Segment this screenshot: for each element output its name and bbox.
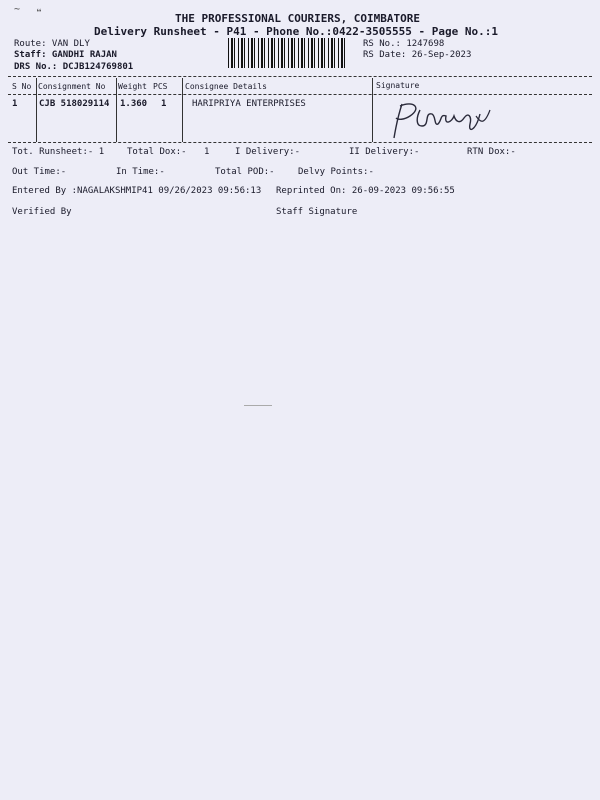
col-header-signature: Signature	[376, 81, 420, 90]
table-top-rule	[8, 76, 592, 77]
total-dox-value: 1	[204, 147, 210, 157]
col-header-pcs: PCS	[153, 82, 168, 91]
row-consignee: HARIPRIYA ENTERPRISES	[192, 99, 306, 109]
total-dox-label: Total Dox:-	[127, 147, 187, 157]
column-divider	[116, 78, 117, 142]
total-pod: Total POD:-	[215, 167, 275, 177]
col-header-consignee: Consignee Details	[185, 82, 267, 91]
handwritten-signature	[380, 96, 500, 144]
col-header-sno: S No	[12, 82, 32, 91]
row-weight: 1.360	[120, 99, 148, 109]
scan-artifact-line	[244, 405, 272, 406]
verified-by: Verified By	[12, 207, 72, 217]
drs-number: DRS No.: DCJB124769801	[14, 62, 134, 72]
scan-mark: ~	[14, 4, 21, 15]
rs-date: RS Date: 26-Sep-2023	[363, 50, 472, 60]
col-header-weight: Weight	[118, 82, 147, 91]
ii-delivery: II Delivery:-	[349, 147, 420, 157]
row-consignment-no: CJB 518029114	[39, 99, 110, 109]
delvy-points: Delvy Points:-	[298, 167, 374, 177]
total-runsheet: Tot. Runsheet:- 1	[12, 147, 105, 157]
row-sno: 1	[12, 99, 18, 109]
header-rule	[8, 94, 592, 95]
in-time: In Time:-	[116, 167, 165, 177]
table-bottom-rule	[8, 142, 592, 143]
i-delivery: I Delivery:-	[235, 147, 301, 157]
reprinted-on: Reprinted On: 26-09-2023 09:56:55	[276, 186, 455, 196]
rs-number: RS No.: 1247698	[363, 39, 445, 49]
scan-mark: ❝	[36, 8, 43, 19]
route: Route: VAN DLY	[14, 39, 90, 49]
row-pcs: 1	[161, 99, 167, 109]
out-time: Out Time:-	[12, 167, 67, 177]
column-divider	[182, 78, 183, 142]
staff: Staff: GANDHI RAJAN	[14, 50, 117, 60]
col-header-consignment: Consignment No	[38, 82, 106, 91]
barcode	[228, 38, 346, 68]
column-divider	[36, 78, 37, 142]
rtn-dox: RTN Dox:-	[467, 147, 516, 157]
runsheet-title: Delivery Runsheet - P41 - Phone No.:0422-3505555 - Page No.:1	[94, 25, 498, 38]
staff-signature: Staff Signature	[276, 207, 358, 217]
column-divider	[372, 78, 373, 142]
entered-by: Entered By :NAGALAKSHMIP41 09/26/2023 09:56:13	[12, 186, 262, 196]
company-name: THE PROFESSIONAL COURIERS, COIMBATORE	[175, 12, 421, 25]
